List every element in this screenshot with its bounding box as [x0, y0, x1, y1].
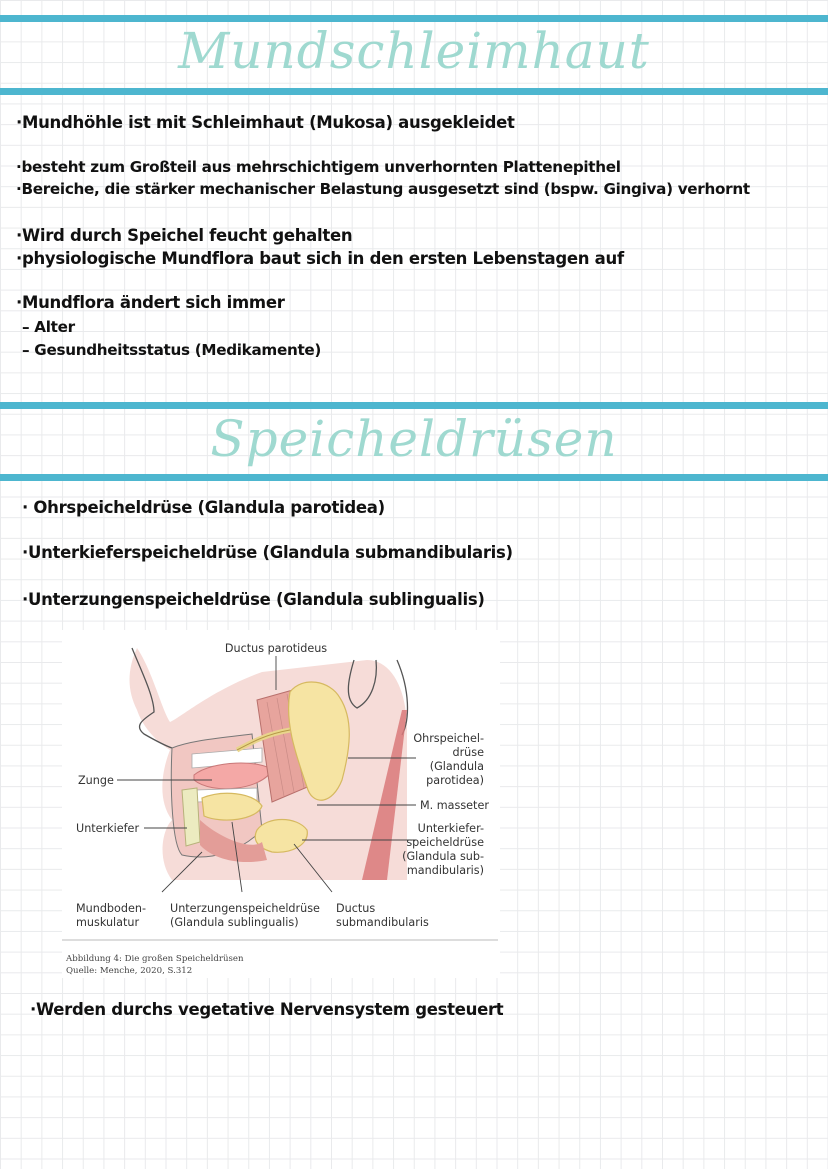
- section-title-mundschleimhaut: Mundschleimhaut: [178, 22, 650, 80]
- note-line: ·Mundflora ändert sich immer: [16, 293, 285, 312]
- label-zunge: Zunge: [78, 774, 114, 787]
- header-bar-bottom: [0, 88, 828, 95]
- note-line: ·besteht zum Großteil aus mehrschichtigem unverhornten Plattenepithel: [16, 158, 621, 176]
- note-line: ·physiologische Mundflora baut sich in den ersten Lebenstagen auf: [16, 249, 624, 268]
- note-line: ·Unterkieferspeicheldrüse (Glandula submandibularis): [22, 543, 513, 562]
- note-line: · Ohrspeicheldrüse (Glandula parotidea): [22, 498, 385, 517]
- label-unterkiefer: Unterkiefer: [76, 822, 140, 835]
- label-unterzungenspeicheldruese: Unterzungenspeicheldrüse: [170, 902, 320, 915]
- header-bar-top: [0, 402, 828, 409]
- note-line: ·Werden durchs vegetative Nervensystem gesteuert: [30, 1000, 504, 1019]
- label-ductus-submandibularis: Ductus: [336, 902, 376, 915]
- anatomy-illustration: [62, 630, 500, 978]
- label-ohrspeicheldruese: parotidea): [426, 774, 484, 787]
- note-subitem: – Gesundheitsstatus (Medikamente): [22, 341, 322, 359]
- label-ductus-parotideus: Ductus parotideus: [224, 642, 328, 655]
- label-unterkieferspeicheldruese: mandibularis): [406, 864, 484, 877]
- note-line: ·Bereiche, die stärker mechanischer Belastung ausgesetzt sind (bspw. Gingiva) verhornt: [16, 180, 750, 198]
- label-unterkieferspeicheldruese: speicheldrüse: [406, 836, 484, 849]
- label-unterkieferspeicheldruese: (Glandula sub-: [402, 850, 484, 863]
- salivary-glands-figure: [62, 630, 500, 978]
- label-mundbodenmuskulatur: Mundboden-: [76, 902, 146, 915]
- label-ohrspeicheldruese: drüse: [452, 746, 484, 759]
- label-ductus-submandibularis: submandibularis: [336, 916, 429, 929]
- section-title-speicheldruesen: Speicheldrüsen: [210, 410, 618, 468]
- header-bar-bottom: [0, 474, 828, 481]
- label-unterzungenspeicheldruese: (Glandula sublingualis): [170, 916, 299, 929]
- note-line: ·Mundhöhle ist mit Schleimhaut (Mukosa) ausgekleidet: [16, 113, 515, 132]
- label-ohrspeicheldruese: Ohrspeichel-: [413, 732, 484, 745]
- label-masseter: M. masseter: [420, 799, 489, 812]
- figure-caption: Abbildung 4: Die großen Speicheldrüsen: [66, 954, 244, 964]
- note-line: ·Wird durch Speichel feucht gehalten: [16, 226, 353, 245]
- note-line: ·Unterzungenspeicheldrüse (Glandula sublingualis): [22, 590, 485, 609]
- label-unterkieferspeicheldruese: Unterkiefer-: [417, 822, 484, 835]
- note-subitem: – Alter: [22, 318, 75, 336]
- figure-source: Quelle: Menche, 2020, S.312: [66, 966, 193, 976]
- header-bar-top: [0, 15, 828, 22]
- label-ohrspeicheldruese: (Glandula: [429, 760, 484, 773]
- label-mundbodenmuskulatur: muskulatur: [76, 916, 140, 929]
